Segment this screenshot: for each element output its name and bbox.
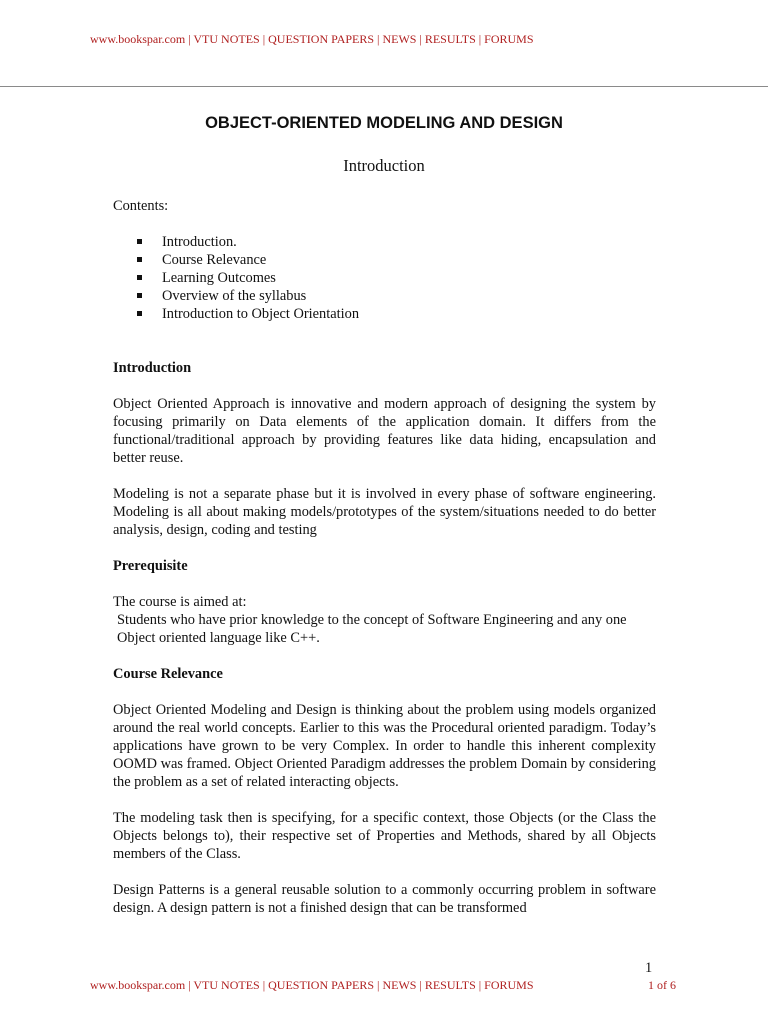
paragraph: Object oriented language like C++. [117,630,320,646]
document-body [113,197,656,917]
section-heading-prerequisite: Prerequisite [113,558,188,574]
paragraph: The course is aimed at: [113,594,247,610]
square-bullet-icon [137,239,142,244]
square-bullet-icon [137,311,142,316]
paragraph: Modeling is not a separate phase but it is involved in every phase of software engineering. Modeling is all about making models/prototypes of the system/situations needed to do better analysis, design, coding and testing [113,486,656,538]
document-title: OBJECT-ORIENTED MODELING AND DESIGN [205,114,563,132]
document-subtitle: Introduction [343,156,425,175]
contents-list [113,233,656,323]
paragraph: The modeling task then is specifying, for a specific context, those Objects (or the Class the Objects belongs to), their respective set of Properties and Methods, shared by all Objects members of the Class. [113,810,656,862]
square-bullet-icon [137,257,142,262]
contents-item: Course Relevance [113,251,656,269]
contents-item: Introduction. [113,233,656,251]
contents-item: Overview of the syllabus [113,287,656,305]
paragraph: Students who have prior knowledge to the concept of Software Engineering and any one [117,612,627,628]
page-count: 1 of 6 [648,978,676,992]
header-divider [0,86,768,87]
square-bullet-icon [137,293,142,298]
contents-label: Contents: [113,198,169,214]
section-heading-introduction: Introduction [113,360,192,376]
paragraph: Object Oriented Modeling and Design is thinking about the problem using models organized around the real world concepts. Earlier to this was the Procedural oriented paradigm. Today’s applications have grown to be very Complex. In order to handle this inherent complexity OOMD was framed. Object Oriented Paradigm addresses the problem Domain by considering the problem as a set of related interacting objects. [113,702,656,790]
section-heading-course-relevance: Course Relevance [113,666,223,682]
contents-item: Introduction to Object Orientation [113,305,656,323]
footer-links[interactable]: www.bookspar.com | VTU NOTES | QUESTION PAPERS | NEWS | RESULTS | FORUMS [90,978,534,992]
contents-item: Learning Outcomes [113,269,656,287]
paragraph: Object Oriented Approach is innovative and modern approach of designing the system by focusing primarily on Data elements of the application domain. It differs from the functional/traditional approach by providing features like data hiding, encapsulation and better reuse. [113,396,656,466]
page-number: 1 [645,960,653,976]
paragraph: Design Patterns is a general reusable solution to a commonly occurring problem in software design. A design pattern is not a finished design that can be transformed [113,882,656,916]
square-bullet-icon [137,275,142,280]
header-links[interactable]: www.bookspar.com | VTU NOTES | QUESTION PAPERS | NEWS | RESULTS | FORUMS [90,32,534,46]
